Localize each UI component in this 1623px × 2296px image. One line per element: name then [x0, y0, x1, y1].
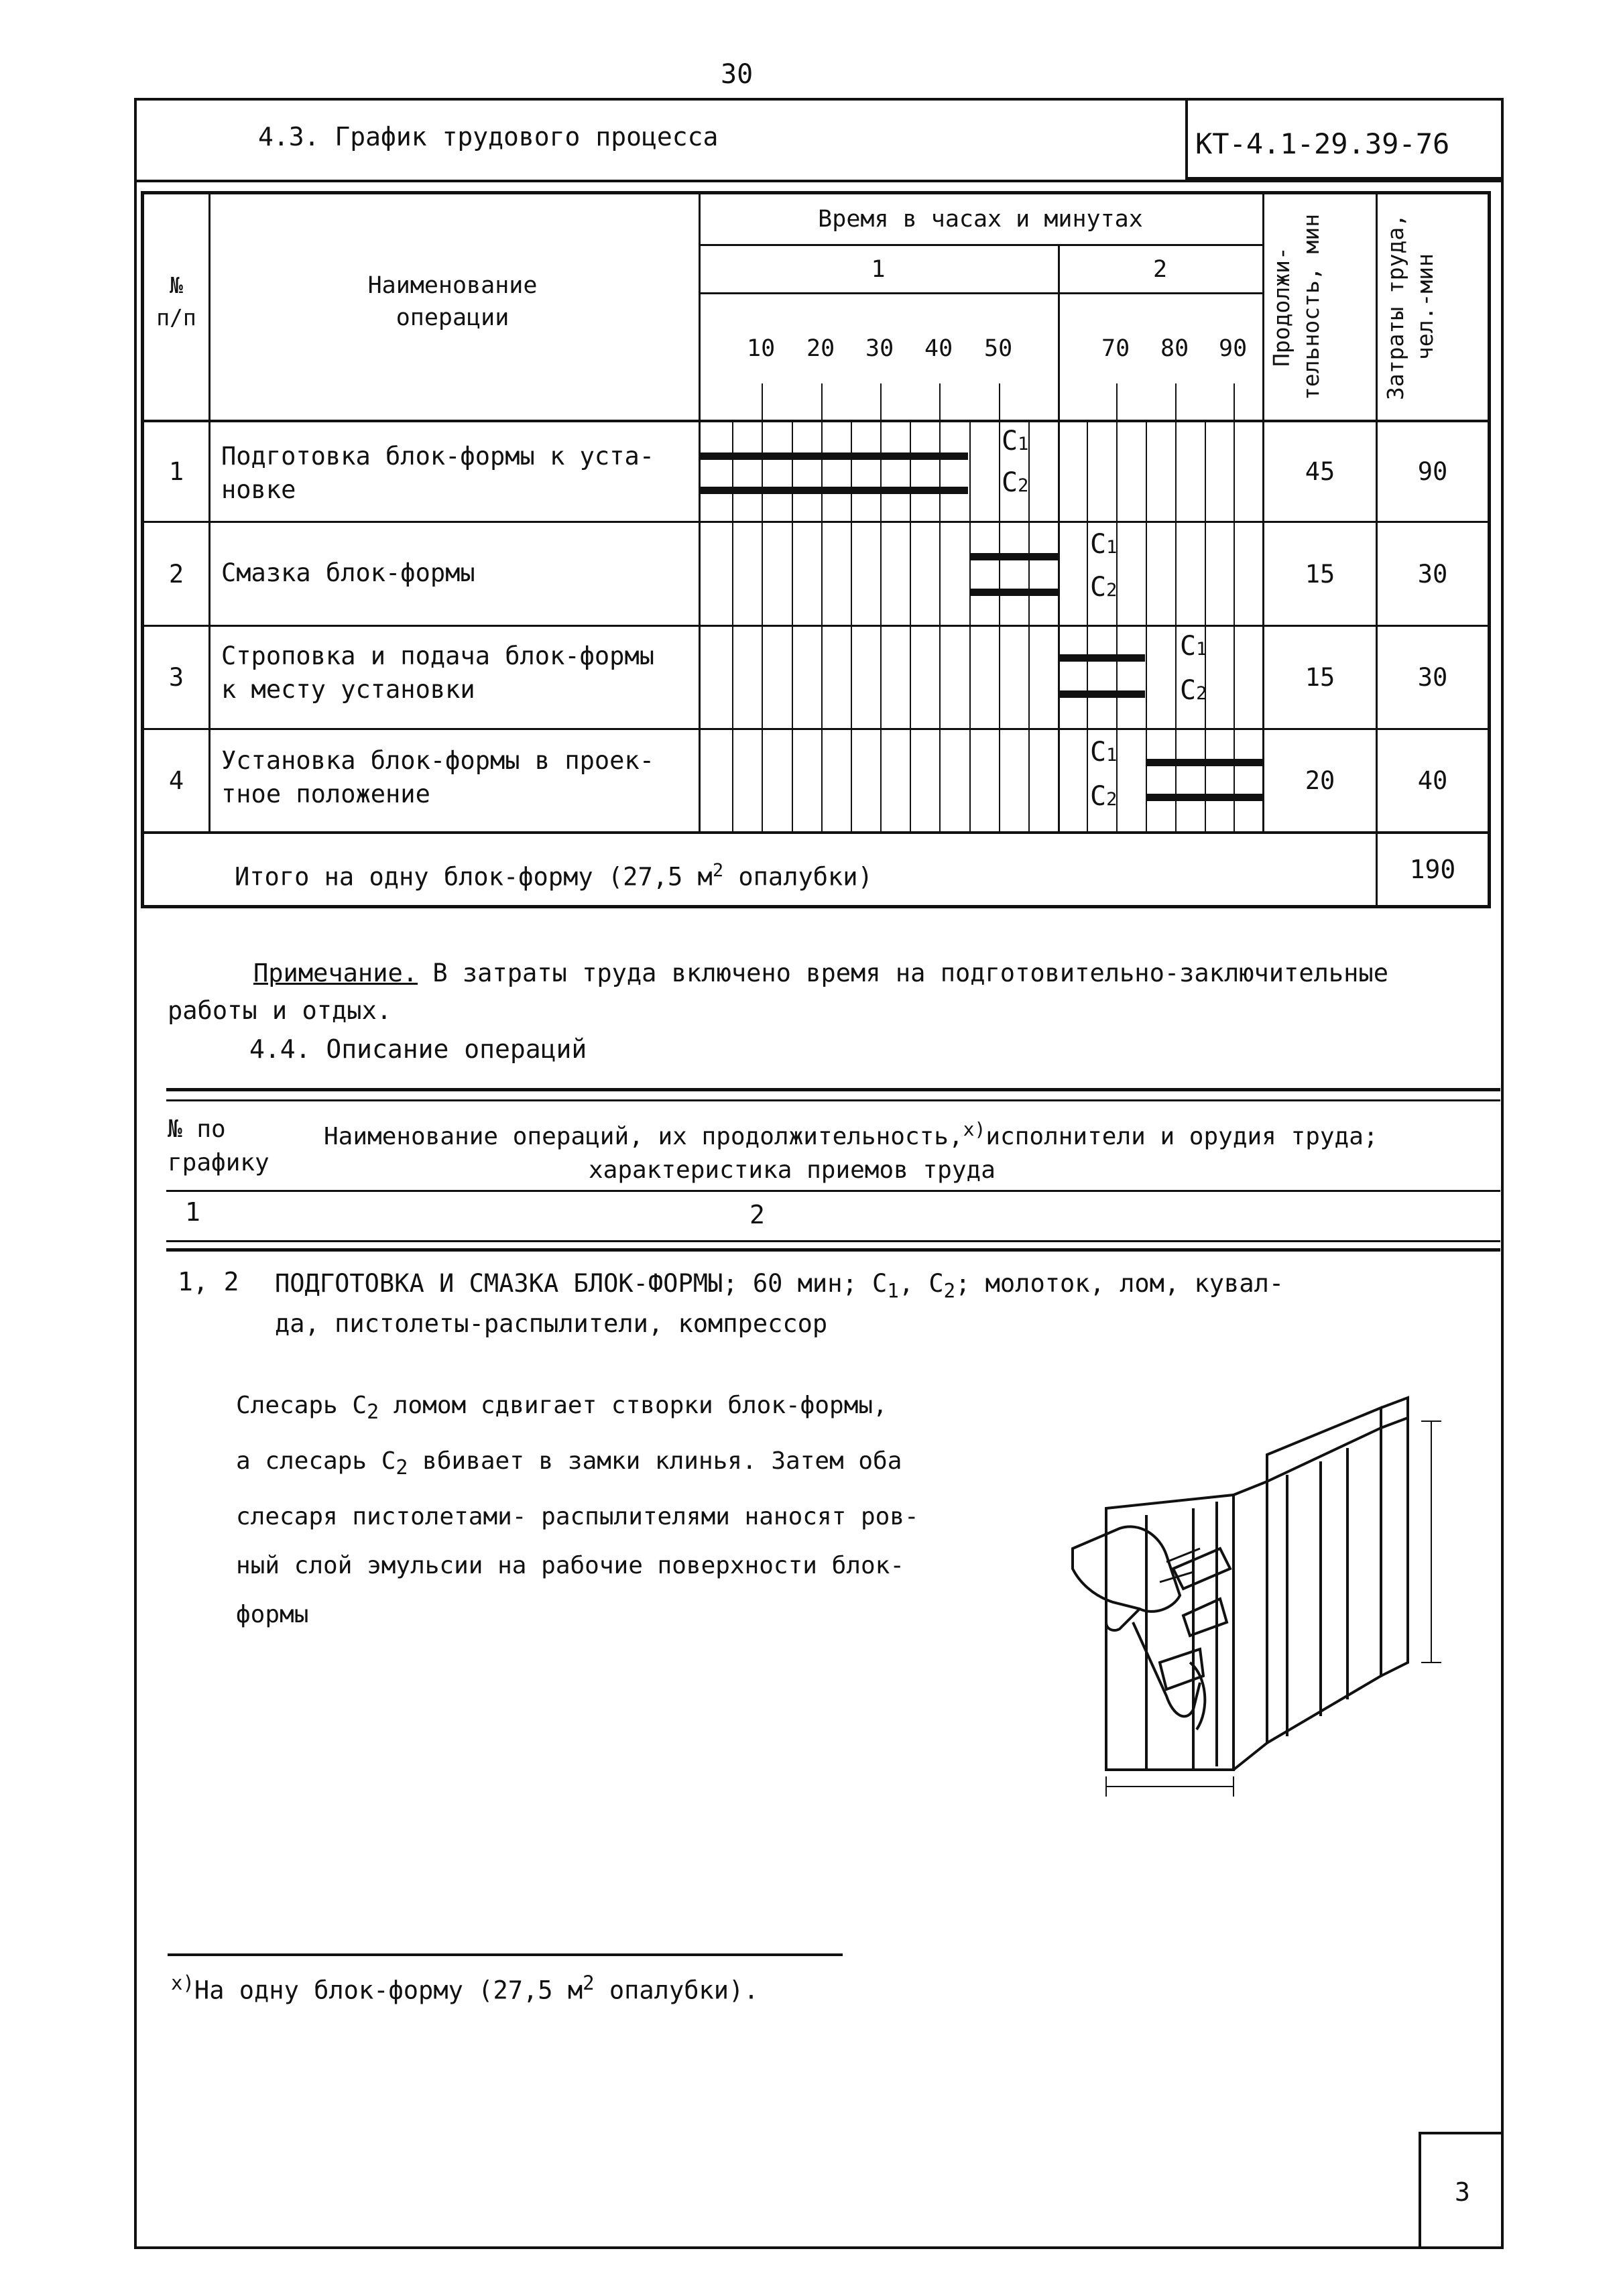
- row-labor: 30: [1417, 663, 1448, 692]
- row-duration: 45: [1305, 457, 1335, 486]
- page-number: 30: [721, 59, 754, 90]
- gantt-bar: [699, 452, 968, 460]
- row-num: 1: [168, 457, 184, 486]
- minute-label: 70: [1101, 335, 1130, 362]
- panel-icon: [1106, 1495, 1234, 1770]
- gantt-bar: [969, 589, 1058, 596]
- header-hour-1: 1: [871, 255, 886, 283]
- section-44-title: 4.4. Описание операций: [249, 1034, 587, 1064]
- desc-table-rule: [166, 1190, 1500, 1192]
- formwork-illustration: [1066, 1394, 1502, 1797]
- row-num: 4: [168, 766, 184, 795]
- minute-label: 90: [1219, 335, 1248, 362]
- desc-colnum-1: 1: [185, 1197, 200, 1227]
- gantt-bar: [1058, 690, 1145, 698]
- header-num: № п/п: [156, 272, 196, 330]
- row-name: Смазка блок-формы: [221, 558, 475, 587]
- header-labor: Затраты труда, чел.-мин: [1382, 213, 1438, 400]
- footnote-rule: [168, 1953, 843, 1956]
- total-value: 190: [1409, 855, 1456, 884]
- section-43-title: 4.3. График трудового процесса: [258, 122, 719, 152]
- desc-colnum-2: 2: [749, 1200, 765, 1229]
- sheet-number: 3: [1455, 2177, 1470, 2207]
- minute-label: 10: [747, 335, 776, 362]
- gantt-bar: [1058, 654, 1145, 662]
- row-duration: 15: [1305, 663, 1335, 692]
- note: Примечание. В затраты труда включено время на подготовительно-заключительные работы и отдых.: [168, 959, 1388, 1025]
- row-labor: 40: [1417, 766, 1448, 795]
- worker-label: С1: [1180, 631, 1207, 662]
- row-num: 2: [168, 559, 184, 589]
- minute-label: 50: [984, 335, 1013, 362]
- worker-label: С2: [1090, 572, 1118, 603]
- minute-label: 40: [924, 335, 953, 362]
- worker-label: С1: [1090, 737, 1118, 768]
- row-name: Подготовка блок-формы к уста- новке: [221, 442, 655, 504]
- desc-table-rule: [166, 1240, 1500, 1242]
- row-num: 3: [168, 663, 184, 692]
- desc-table-rule: [166, 1248, 1500, 1252]
- minute-label: 80: [1160, 335, 1189, 362]
- row-duration: 20: [1305, 766, 1335, 795]
- header-rule: [134, 180, 1504, 182]
- hand-icon: [1073, 1526, 1180, 1612]
- header-name: Наименование операции: [367, 272, 538, 331]
- operation-nums: 1, 2: [178, 1267, 239, 1296]
- desc-table-rule: [166, 1099, 1500, 1101]
- worker-label: С1: [1002, 426, 1029, 457]
- row-duration: 15: [1305, 559, 1335, 589]
- worker-label: С2: [1002, 467, 1029, 498]
- minute-label: 30: [865, 335, 894, 362]
- worker-label: С2: [1090, 781, 1118, 812]
- doc-code: КТ-4.1-29.39-76: [1195, 127, 1450, 160]
- row-name: Установка блок-формы в проек- тное положение: [221, 746, 655, 808]
- row-labor: 30: [1417, 559, 1448, 589]
- desc-col1-header: № по графику: [168, 1115, 269, 1176]
- gantt-bar: [1146, 794, 1262, 801]
- gantt-bar: [969, 553, 1058, 560]
- total-label: Итого на одну блок-форму (27,5 $м^2$ опалубки): [235, 860, 873, 892]
- footnote: $^{х)}$На одну блок-форму (27,5 $м^2$ опалубки).: [171, 1972, 759, 2005]
- header-time: Время в часах и минутах: [818, 206, 1143, 233]
- desc-col2-header: Наименование операций, их продолжительность,$^{х)}$исполнители и орудия труда; характеристика приемов труда: [324, 1118, 1378, 1184]
- worker-label: С2: [1180, 675, 1207, 706]
- minute-label: 20: [806, 335, 835, 362]
- row-labor: 90: [1417, 457, 1448, 486]
- header-hour-2: 2: [1152, 255, 1168, 283]
- operation-title: ПОДГОТОВКА И СМАЗКА БЛОК-ФОРМЫ; 60 мин; $С_1$, $С_2$; молоток, лом, кувал- да, пистолеты-распылители, компрессор: [275, 1269, 1284, 1339]
- gantt-bar: [699, 487, 968, 494]
- row-name: Строповка и подача блок-формы к месту установки: [221, 642, 655, 704]
- header-duration: Продолжи- тельность, мин: [1268, 213, 1324, 400]
- worker-label: С1: [1090, 529, 1118, 560]
- desc-table-rule: [166, 1088, 1500, 1091]
- gantt-bar: [1146, 759, 1262, 766]
- operation-description: Слесарь $С_2$ ломом сдвигает створки блок-формы, а слесарь $С_2$ вбивает в замки клинья. Затем оба слесаря пистолетами- распылителями наносят ров- ный слой эмульсии на рабочие поверхности блок- формы: [236, 1392, 919, 1629]
